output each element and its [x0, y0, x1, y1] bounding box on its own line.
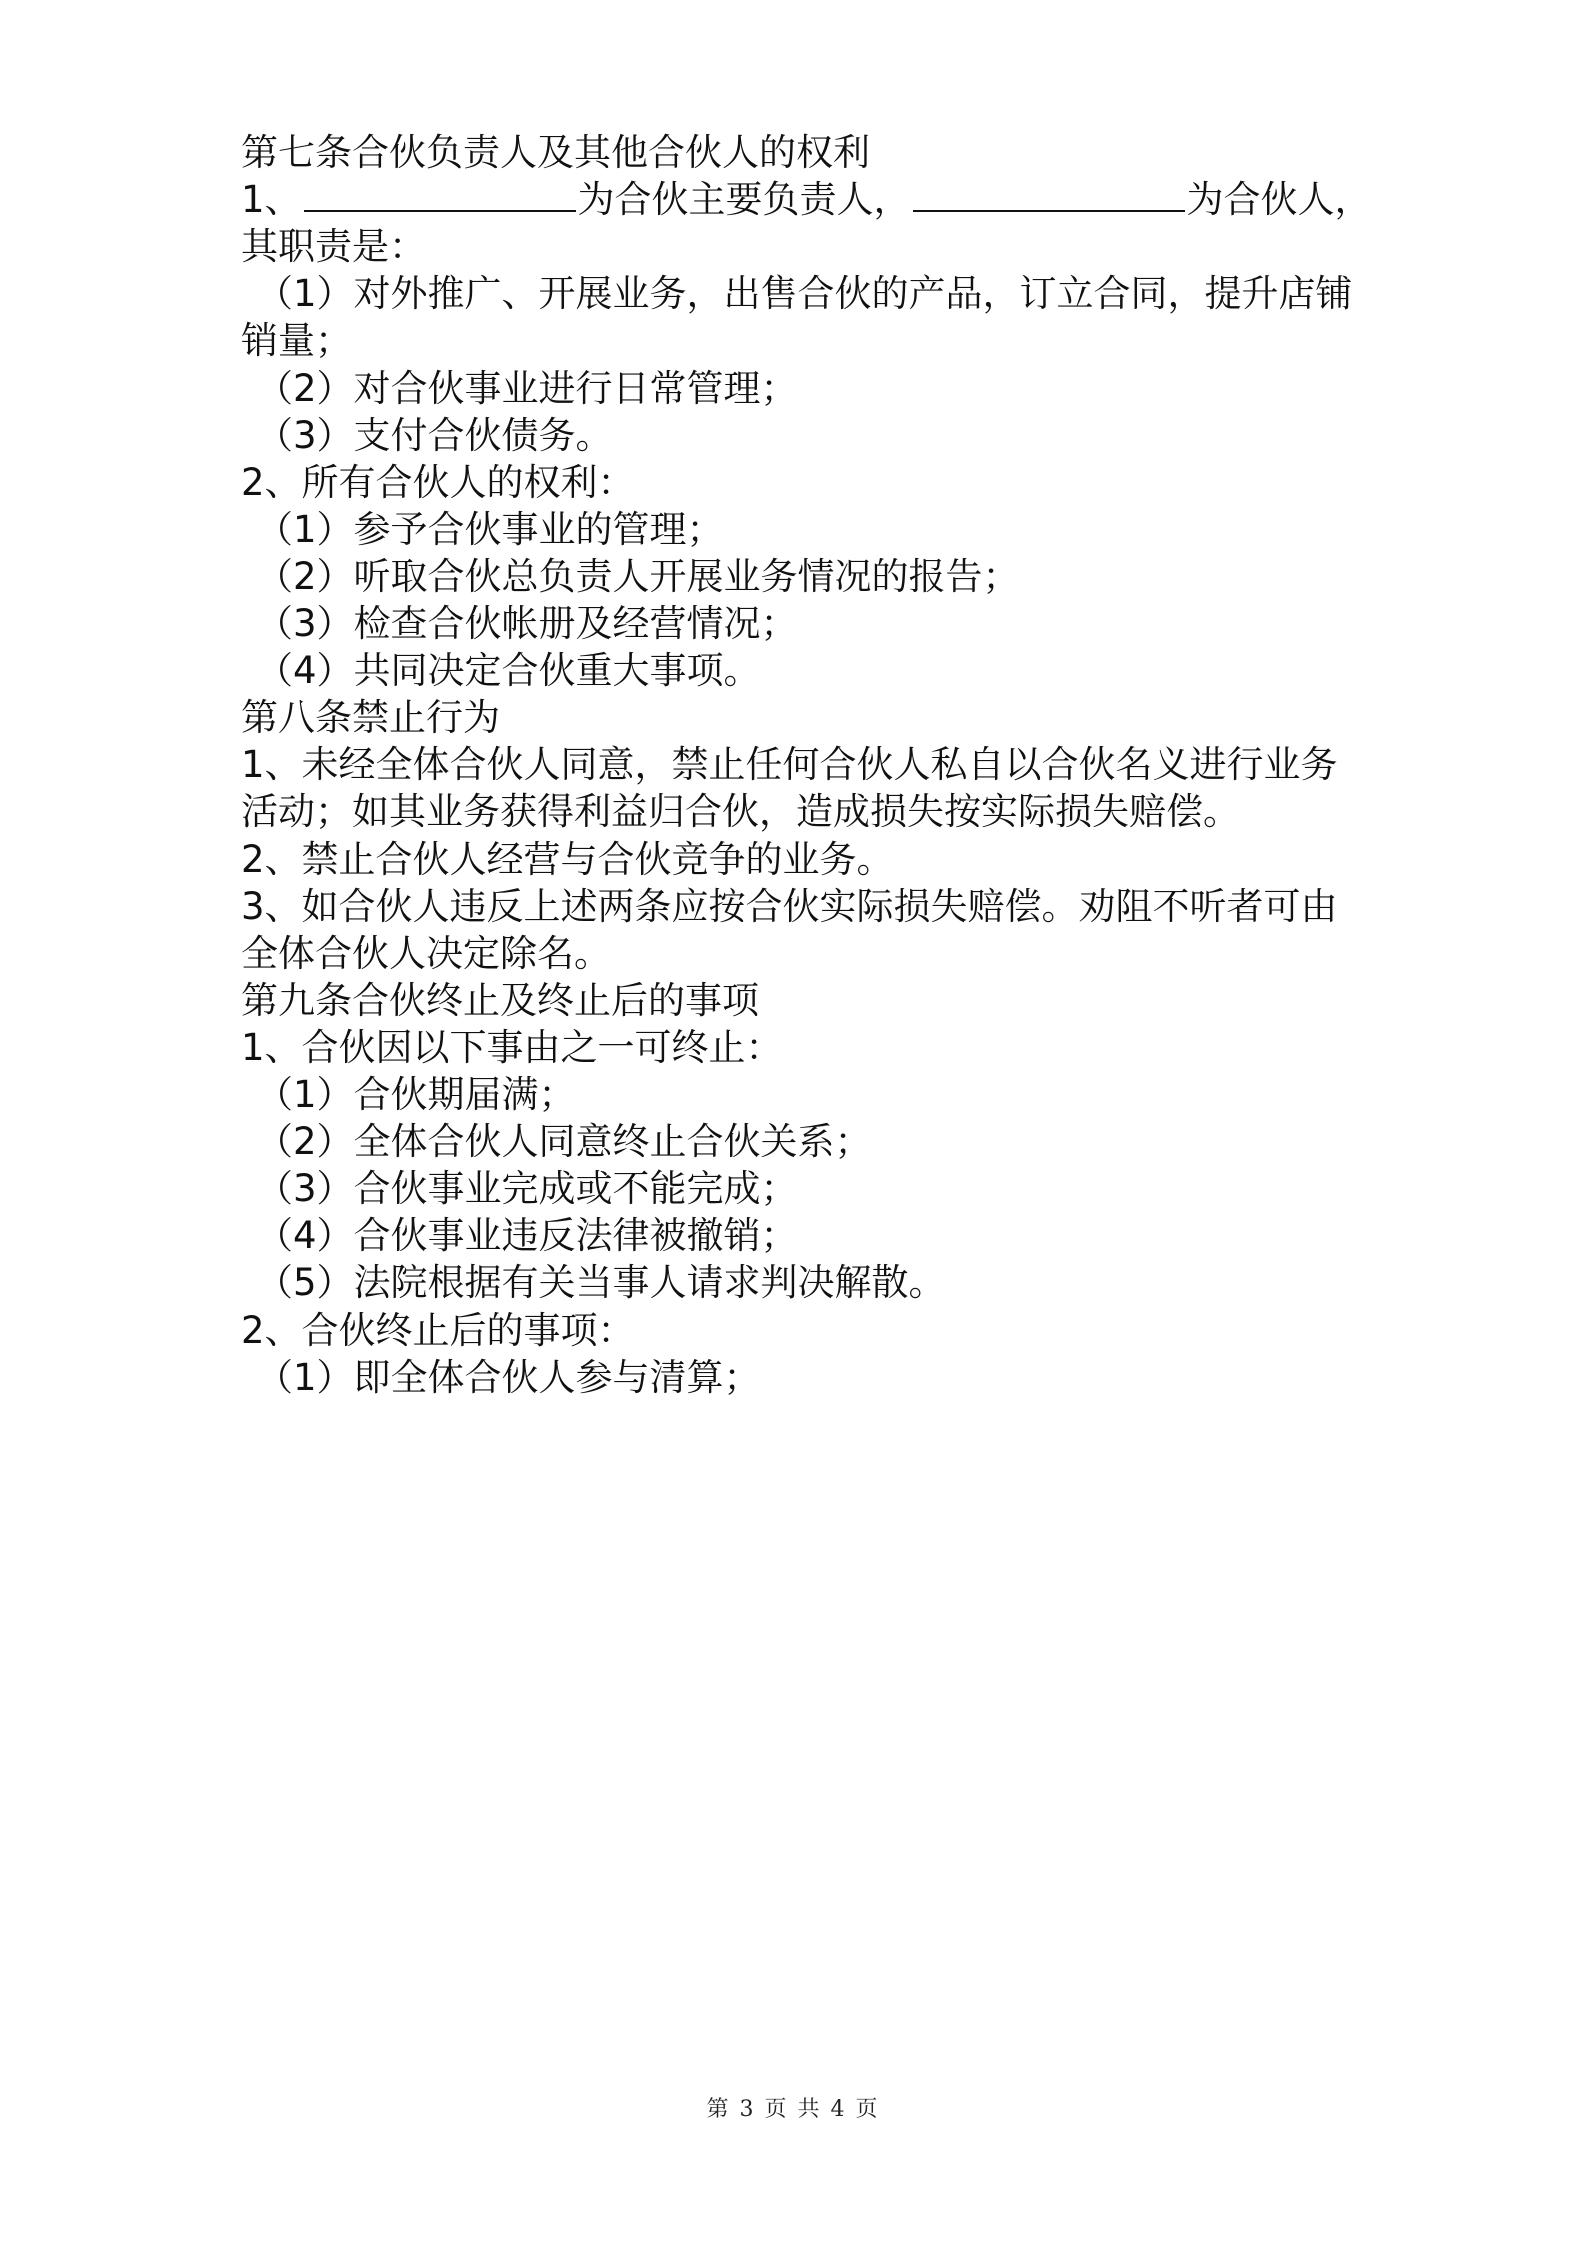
text-line: 2、合伙终止后的事项：: [241, 1308, 635, 1352]
list-item: （3）合伙事业完成或不能完成；: [256, 1167, 798, 1211]
blank-field-1: [304, 180, 576, 212]
text-line: 销量；: [241, 319, 352, 363]
list-item: （3）支付合伙债务。: [256, 413, 613, 457]
text-line: 活动；如其业务获得利益归合伙，造成损失按实际损失赔偿。: [241, 790, 1240, 834]
text-line: 2、禁止合伙人经营与合伙竞争的业务。: [241, 837, 894, 881]
list-item: （4）共同决定合伙重大事项。: [256, 649, 761, 693]
line-prefix: 1、: [241, 178, 302, 222]
list-item: （2）全体合伙人同意终止合伙关系；: [256, 1120, 872, 1164]
text-line: 1、合伙因以下事由之一可终止：: [241, 1025, 783, 1069]
blank-field-2: [913, 180, 1185, 212]
line-middle: 为合伙主要负责人，: [577, 178, 911, 222]
text-line: 3、如合伙人违反上述两条应按合伙实际损失赔偿。劝阻不听者可由: [241, 884, 1338, 928]
list-item: （1）对外推广、开展业务，出售合伙的产品，订立合同，提升店铺: [256, 272, 1353, 316]
text-line: 第八条禁止行为: [241, 696, 500, 740]
text-line: 2、所有合伙人的权利：: [241, 460, 635, 504]
text-line: 全体合伙人决定除名。: [241, 931, 611, 975]
list-item: （2）对合伙事业进行日常管理；: [256, 366, 798, 410]
text-line: 其职责是：: [241, 225, 426, 269]
list-item: （2）听取合伙总负责人开展业务情况的报告；: [256, 554, 1020, 598]
page-footer: 第 3 页 共 4 页: [706, 2097, 880, 2122]
list-item: （1）合伙期届满；: [256, 1073, 576, 1116]
list-item: （3）检查合伙帐册及经营情况；: [256, 602, 798, 645]
fill-in-line: [241, 176, 1372, 224]
list-item: （5）法院根据有关当事人请求判决解散。: [256, 1261, 946, 1305]
list-item: （1）参予合伙事业的管理；: [256, 507, 724, 551]
list-item: （4）合伙事业违反法律被撤销；: [256, 1214, 798, 1258]
text-line: 第九条合伙终止及终止后的事项: [241, 978, 759, 1022]
text-line: 1、未经全体合伙人同意，禁止任何合伙人私自以合伙名义进行业务: [241, 743, 1338, 787]
list-item: （1）即全体合伙人参与清算；: [256, 1355, 761, 1399]
text-line: 第七条合伙负责人及其他合伙人的权利: [241, 131, 870, 174]
line-suffix: 为合伙人，: [1186, 178, 1372, 222]
